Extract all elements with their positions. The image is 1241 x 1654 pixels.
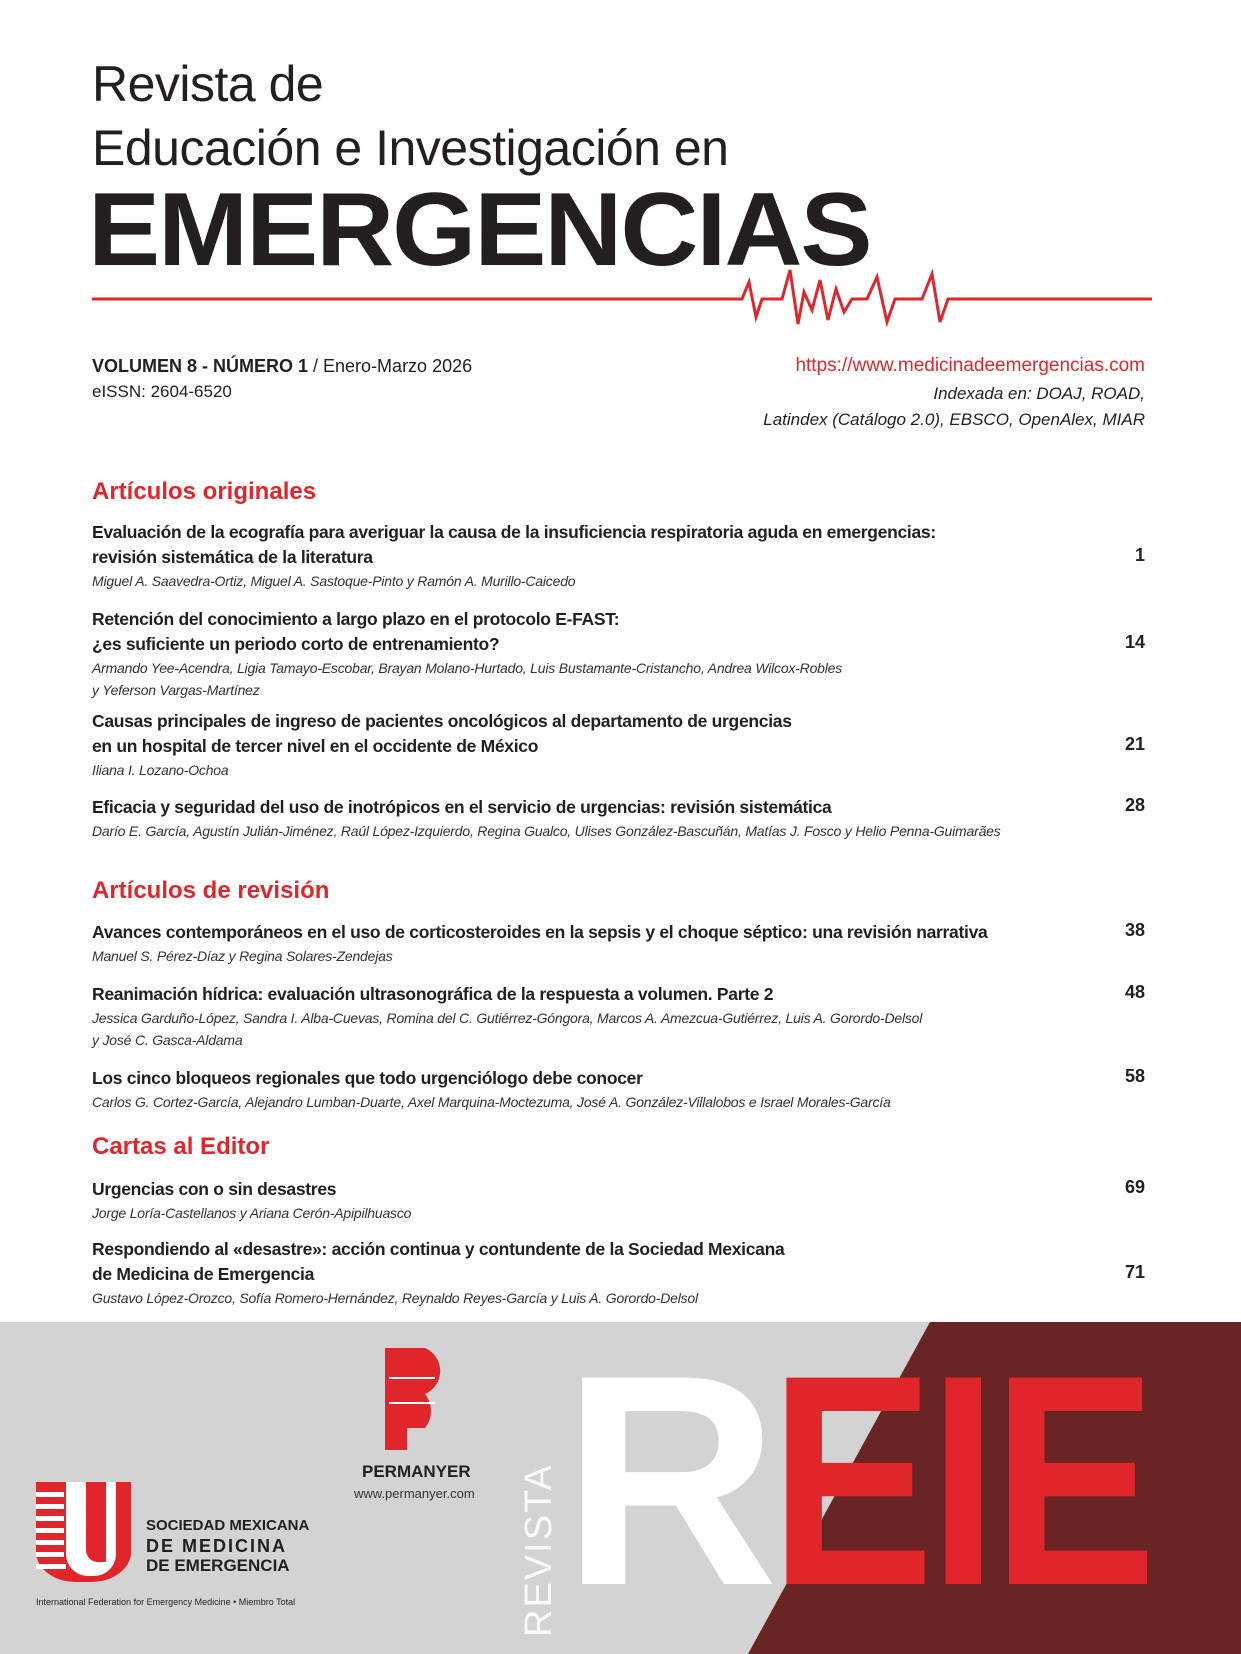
article-authors: Miguel A. Saavedra-Ortiz, Miguel A. Sastoque-Pinto y Ramón A. Murillo-Caicedo <box>92 573 576 589</box>
article-title[interactable]: Eficacia y seguridad del uso de inotrópicos en el servicio de urgencias: revisión sistemática <box>92 797 832 817</box>
article-entry[interactable] <box>92 1066 1145 1113</box>
article-entry[interactable] <box>92 607 1145 701</box>
brand-r: R <box>562 1322 769 1648</box>
article-authors: Manuel S. Pérez-Díaz y Regina Solares-Zendejas <box>92 948 393 964</box>
journal-title-line2: Educación e Investigación en <box>92 120 729 176</box>
article-authors: Armando Yee-Acendra, Ligia Tamayo-Escobar, Brayan Molano-Hurtado, Luis Bustamante-Cristancho, Andrea Wilcox-Robles <box>92 660 843 676</box>
section-heading: Artículos originales <box>92 478 317 505</box>
page-number: 69 <box>1124 1177 1145 1197</box>
permanyer-logo-icon <box>385 1348 453 1450</box>
article-authors: y Yeferson Vargas-Martínez <box>92 682 260 698</box>
publisher-url[interactable]: www.permanyer.com <box>354 1486 475 1501</box>
article-title[interactable]: ¿es suficiente un periodo corto de entrenamiento? <box>92 634 500 654</box>
page-number: 21 <box>1124 734 1145 754</box>
issue-period: / Enero-Marzo 2026 <box>308 356 473 376</box>
article-authors: Jorge Loría-Castellanos y Ariana Cerón-Apipilhuasco <box>92 1205 412 1221</box>
section-heading: Cartas al Editor <box>92 1133 270 1160</box>
smme-line2: DE MEDICINA <box>146 1536 288 1556</box>
page-number: 58 <box>1124 1066 1145 1086</box>
article-entry[interactable] <box>92 1177 1145 1224</box>
page-number: 38 <box>1124 920 1145 940</box>
article-title[interactable]: Urgencias con o sin desastres <box>92 1179 337 1199</box>
volume-number: VOLUMEN 8 - NÚMERO 1 <box>92 356 309 376</box>
indexed-line2: Latindex (Catálogo 2.0), EBSCO, OpenAlex, MIAR <box>763 410 1145 429</box>
article-entry[interactable] <box>92 920 1145 967</box>
article-title[interactable]: Evaluación de la ecografía para averiguar la causa de la insuficiencia respiratoria aguda en emergencias: <box>92 522 936 542</box>
smme-logo-icon <box>36 1482 136 1584</box>
volume-info <box>92 356 472 377</box>
section-heading: Artículos de revisión <box>92 877 330 904</box>
footer-band <box>0 1322 1241 1654</box>
article-entry[interactable] <box>92 982 1145 1051</box>
article-title[interactable]: revisión sistemática de la literatura <box>92 547 373 567</box>
article-authors: Darío E. García, Agustín Julián-Jiménez, Raúl López-Izquierdo, Regina Gualco, Ulises González-Bascuñán, Matías J. Fosco y Helio Penna-Guimarães <box>92 823 1001 839</box>
article-authors: y José C. Gasca-Aldama <box>92 1032 243 1048</box>
article-title[interactable]: Respondiendo al «desastre»: acción continua y contundente de la Sociedad Mexicana <box>92 1239 785 1259</box>
smme-line3: DE EMERGENCIA <box>146 1556 290 1575</box>
website-link[interactable]: https://www.medicinadeemergencias.com <box>795 355 1145 376</box>
article-authors: Jessica Garduño-López, Sandra I. Alba-Cuevas, Romina del C. Gutiérrez-Góngora, Marcos A. Amezcua-Gutiérrez, Luis A. Gorordo-Delsol <box>92 1010 923 1026</box>
article-title[interactable]: Retención del conocimiento a largo plazo en el protocolo E-FAST: <box>92 609 620 629</box>
article-title[interactable]: Avances contemporáneos en el uso de corticosteroides en la sepsis y el choque séptico: una revisión narrativa <box>92 922 988 942</box>
article-entry[interactable] <box>92 1237 1145 1309</box>
article-title[interactable]: Reanimación hídrica: evaluación ultrasonográfica de la respuesta a volumen. Parte 2 <box>92 984 774 1004</box>
page-number: 71 <box>1124 1262 1145 1282</box>
article-entry[interactable] <box>92 709 1145 781</box>
article-title[interactable]: de Medicina de Emergencia <box>92 1264 315 1284</box>
eissn: eISSN: 2604-6520 <box>92 382 232 401</box>
page-number: 28 <box>1124 795 1145 815</box>
journal-title-main: EMERGENCIAS <box>88 172 871 288</box>
smme-subtitle: International Federation for Emergency Medicine • Miembro Total <box>36 1597 296 1607</box>
page-number: 14 <box>1124 632 1145 652</box>
article-authors: Carlos G. Cortez-García, Alejandro Lumban-Duarte, Axel Marquina-Moctezuma, José A. González-Villalobos e Israel Morales-García <box>92 1094 891 1110</box>
article-title[interactable]: Los cinco bloqueos regionales que todo urgenciólogo debe conocer <box>92 1068 643 1088</box>
article-entry[interactable] <box>92 520 1145 592</box>
article-authors: Gustavo López-Orozco, Sofía Romero-Hernández, Reynaldo Reyes-García y Luis A. Gorordo-Delsol <box>92 1290 698 1306</box>
article-authors: Iliana I. Lozano-Ochoa <box>92 762 229 778</box>
page-number: 1 <box>1134 545 1145 565</box>
indexed-line1: Indexada en: DOAJ, ROAD, <box>933 384 1145 403</box>
article-entry[interactable] <box>92 795 1145 842</box>
publisher-name: PERMANYER <box>362 1462 471 1481</box>
article-title[interactable]: Causas principales de ingreso de pacientes oncológicos al departamento de urgencias <box>92 711 792 731</box>
ecg-line-icon <box>92 262 1152 332</box>
brand-eie: EIE <box>770 1322 1152 1648</box>
brand-revista: REVISTA <box>518 1463 560 1637</box>
page-number: 48 <box>1124 982 1145 1002</box>
smme-line1: SOCIEDAD MEXICANA <box>146 1517 310 1534</box>
journal-title-line1: Revista de <box>92 56 324 112</box>
smme-name <box>146 1516 309 1576</box>
article-title[interactable]: en un hospital de tercer nivel en el occidente de México <box>92 736 539 756</box>
